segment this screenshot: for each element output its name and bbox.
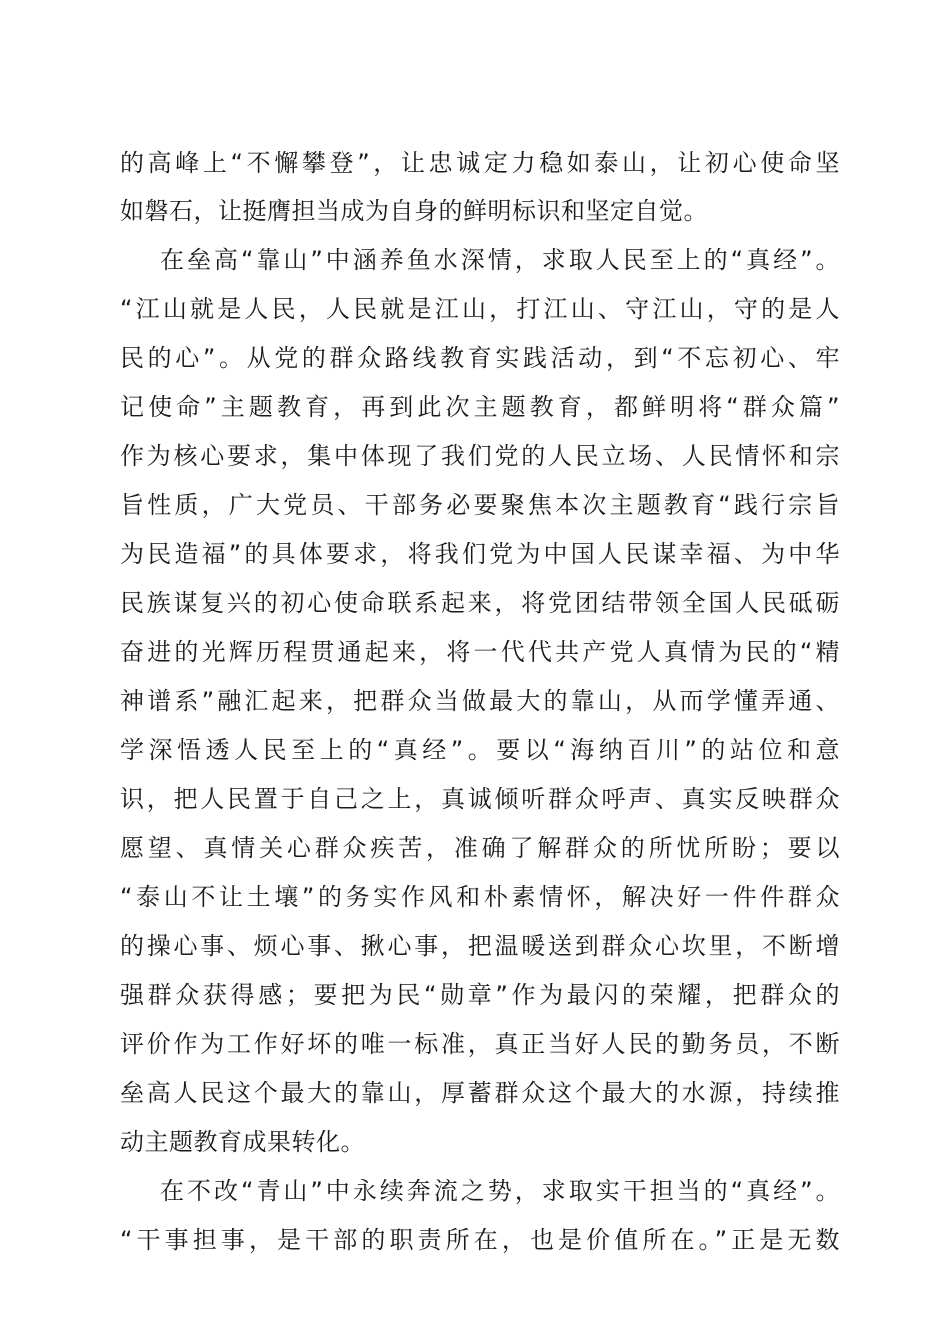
text-line: “干事担事，是干部的职责所在，也是价值所在。”正是无数 (120, 1226, 840, 1254)
text-line: 作为核心要求，集中体现了我们党的人民立场、人民情怀和宗 (120, 442, 840, 470)
text-line: 评价作为工作好坏的唯一标准，真正当好人民的勤务员，不断 (120, 1030, 840, 1058)
text-line: 民的心”。从党的群众路线教育实践活动，到“不忘初心、牢 (120, 344, 840, 372)
text-line: 的操心事、烦心事、揪心事，把温暖送到群众心坎里，不断增 (120, 932, 840, 960)
text-line: “泰山不让土壤”的务实作风和朴素情怀，解决好一件件群众 (120, 883, 840, 911)
text-line: 旨性质，广大党员、干部务必要聚焦本次主题教育“践行宗旨 (120, 491, 840, 519)
text-line: 为民造福”的具体要求，将我们党为中国人民谋幸福、为中华 (120, 540, 840, 568)
text-line: 强群众获得感；要把为民“勋章”作为最闪的荣耀，把群众的 (120, 981, 840, 1009)
text-line: 愿望、真情关心群众疾苦，准确了解群众的所忧所盼；要以 (120, 834, 840, 862)
text-line: 识，把人民置于自己之上，真诚倾听群众呼声、真实反映群众 (120, 785, 840, 813)
text-line: 学深悟透人民至上的“真经”。要以“海纳百川”的站位和意 (120, 736, 840, 764)
text-line: 垒高人民这个最大的靠山，厚蓄群众这个最大的水源，持续推 (120, 1079, 840, 1107)
paragraph-start-line: 在不改“青山”中永续奔流之势，求取实干担当的“真经”。 (160, 1177, 840, 1205)
paragraph-start-line: 在垒高“靠山”中涵养鱼水深情，求取人民至上的“真经”。 (160, 246, 840, 274)
text-line: 民族谋复兴的初心使命联系起来，将党团结带领全国人民砥砺 (120, 589, 840, 617)
text-line: 记使命”主题教育，再到此次主题教育，都鲜明将“群众篇” (120, 393, 840, 421)
text-line: 动主题教育成果转化。 (120, 1128, 365, 1156)
text-line: 奋进的光辉历程贯通起来，将一代代共产党人真情为民的“精 (120, 638, 840, 666)
text-line: 如磐石，让挺膺担当成为自身的鲜明标识和坚定自觉。 (120, 197, 708, 225)
text-line: 的高峰上“不懈攀登”，让忠诚定力稳如泰山，让初心使命坚 (120, 149, 840, 177)
text-line: “江山就是人民，人民就是江山，打江山、守江山，守的是人 (120, 295, 840, 323)
text-line: 神谱系”融汇起来，把群众当做最大的靠山，从而学懂弄通、 (120, 687, 840, 715)
